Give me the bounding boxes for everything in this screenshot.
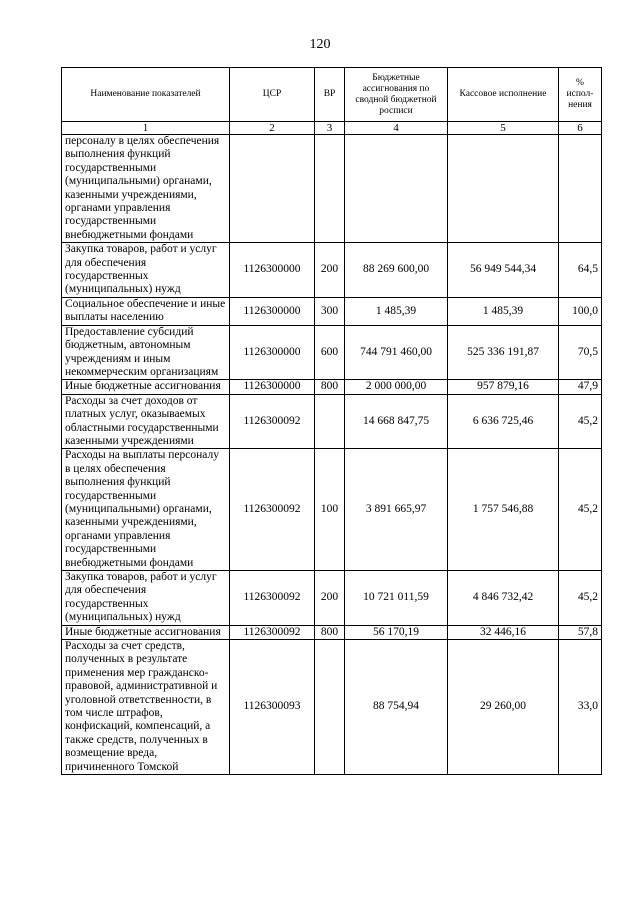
row-budget: 744 791 460,00 (345, 325, 448, 380)
column-number: 3 (315, 122, 345, 135)
row-name: Закупка товаров, работ и услуг для обеспечения государственных (муниципальных) нужд (62, 571, 230, 626)
row-percent: 33,0 (559, 640, 602, 775)
row-percent: 64,5 (559, 243, 602, 298)
header-percent: % испол-нения (559, 68, 602, 122)
page-number: 120 (309, 37, 331, 52)
table-row (62, 625, 602, 639)
row-csr: 1126300000 (230, 380, 315, 394)
row-budget: 56 170,19 (345, 625, 448, 639)
row-budget: 10 721 011,59 (345, 571, 448, 626)
row-vr (315, 135, 345, 243)
row-name: Иные бюджетные ассигнования (62, 380, 230, 394)
table-row (62, 640, 602, 775)
row-cash: 1 757 546,88 (448, 449, 559, 571)
row-cash (448, 135, 559, 243)
row-percent: 45,2 (559, 449, 602, 571)
row-cash: 957 879,16 (448, 380, 559, 394)
row-csr: 1126300093 (230, 640, 315, 775)
row-csr: 1126300092 (230, 571, 315, 626)
row-budget: 2 000 000,00 (345, 380, 448, 394)
row-cash: 29 260,00 (448, 640, 559, 775)
table-row (62, 394, 602, 449)
row-budget: 88 269 600,00 (345, 243, 448, 298)
row-vr: 100 (315, 449, 345, 571)
row-percent: 57,8 (559, 625, 602, 639)
row-cash: 32 446,16 (448, 625, 559, 639)
row-vr (315, 640, 345, 775)
column-number: 4 (345, 122, 448, 135)
row-vr (315, 394, 345, 449)
column-number-row (62, 122, 602, 135)
row-cash: 56 949 544,34 (448, 243, 559, 298)
row-percent (559, 135, 602, 243)
row-csr: 1126300092 (230, 394, 315, 449)
table-header-row (62, 68, 602, 122)
header-csr: ЦСР (230, 68, 315, 122)
header-name: Наименование показателей (62, 68, 230, 122)
row-name: Расходы на выплаты персоналу в целях обеспечения выполнения функций государственными (муниципальными) органами, казенными учреждениями, органами управления государственными внебюджетными фондами (62, 449, 230, 571)
row-name: Предоставление субсидий бюджетным, автономным учреждениям и иным некоммерческим организациям (62, 325, 230, 380)
row-csr (230, 135, 315, 243)
table-row (62, 135, 602, 243)
row-percent: 70,5 (559, 325, 602, 380)
row-cash: 6 636 725,46 (448, 394, 559, 449)
row-budget: 14 668 847,75 (345, 394, 448, 449)
row-cash: 1 485,39 (448, 297, 559, 325)
row-csr: 1126300092 (230, 449, 315, 571)
row-vr: 800 (315, 380, 345, 394)
row-percent: 47,9 (559, 380, 602, 394)
column-number: 5 (448, 122, 559, 135)
row-budget: 1 485,39 (345, 297, 448, 325)
row-name: Иные бюджетные ассигнования (62, 625, 230, 639)
row-percent: 45,2 (559, 571, 602, 626)
row-cash: 4 846 732,42 (448, 571, 559, 626)
row-cash: 525 336 191,87 (448, 325, 559, 380)
row-budget: 3 891 665,97 (345, 449, 448, 571)
row-vr: 600 (315, 325, 345, 380)
row-vr: 200 (315, 571, 345, 626)
row-percent: 100,0 (559, 297, 602, 325)
row-name: Расходы за счет средств, полученных в результате применения мер гражданско-правовой, административной и уголовной ответственности, в том числе штрафов, конфискаций, компенсаций, а также средств, полученных в возмещение вреда, причиненного Томской (62, 640, 230, 775)
row-name: персоналу в целях обеспечения выполнения функций государственными (муниципальными) органами, казенными учреждениями, органами управления государственными внебюджетными фондами (62, 135, 230, 243)
table-row (62, 380, 602, 394)
row-budget: 88 754,94 (345, 640, 448, 775)
table-row (62, 243, 602, 298)
table-row (62, 297, 602, 325)
row-name: Расходы за счет доходов от платных услуг, оказываемых областными государственными казенными учреждениями (62, 394, 230, 449)
row-vr: 800 (315, 625, 345, 639)
row-csr: 1126300092 (230, 625, 315, 639)
column-number: 1 (62, 122, 230, 135)
row-csr: 1126300000 (230, 243, 315, 298)
table-row (62, 325, 602, 380)
row-csr: 1126300000 (230, 297, 315, 325)
row-vr: 200 (315, 243, 345, 298)
header-cash: Кассовое исполнение (448, 68, 559, 122)
header-budget: Бюджетные ассигнования по сводной бюджетной росписи (345, 68, 448, 122)
table-row (62, 571, 602, 626)
column-number: 2 (230, 122, 315, 135)
row-vr: 300 (315, 297, 345, 325)
row-percent: 45,2 (559, 394, 602, 449)
header-vr: ВР (315, 68, 345, 122)
row-budget (345, 135, 448, 243)
budget-execution-table (61, 67, 602, 775)
row-name: Закупка товаров, работ и услуг для обеспечения государственных (муниципальных) нужд (62, 243, 230, 298)
column-number: 6 (559, 122, 602, 135)
row-name: Социальное обеспечение и иные выплаты населению (62, 297, 230, 325)
row-csr: 1126300000 (230, 325, 315, 380)
table-row (62, 449, 602, 571)
